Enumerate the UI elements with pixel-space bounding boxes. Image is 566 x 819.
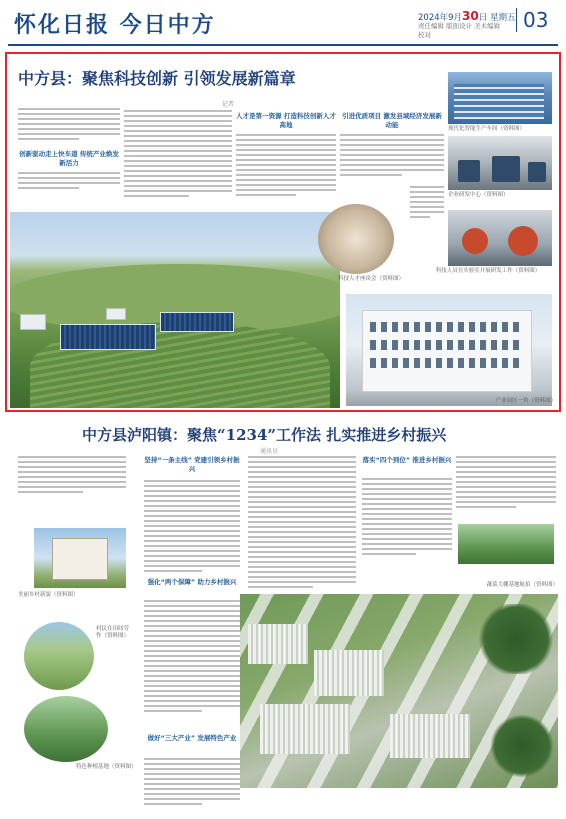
caption-5: 产业园区一角（资料图） xyxy=(495,398,556,404)
caption-4: 科技人才座谈会（资料图） xyxy=(338,276,405,282)
caption-9: 蔬菜大棚基地航拍（资料图） xyxy=(486,582,558,588)
issue-date: 2024年9月30日 星期五 xyxy=(418,9,516,23)
article2-col2-text2 xyxy=(144,600,240,715)
article2-col2-text xyxy=(144,480,240,575)
editor-credits: 责任编辑 版面设计 美术编辑 校对 xyxy=(418,22,501,39)
subhead-a2-1: 坚持“一条主线” 党建引领乡村振兴 xyxy=(144,456,240,473)
industrial-park-photo xyxy=(346,294,552,406)
subhead-a2-4: 落实“四个到位” 推进乡村振兴 xyxy=(362,456,452,464)
lab-equipment-photo xyxy=(448,210,552,266)
article2-col5-text xyxy=(456,456,556,511)
solar-hills-photo xyxy=(10,212,340,408)
article2-col3-text xyxy=(248,456,356,591)
subhead-2: 人才是第一资源 打造科技创新人才高地 xyxy=(236,112,336,129)
article1-col1-text xyxy=(18,108,120,143)
subhead-1: 创新驱动走上快车道 传统产业焕发新活力 xyxy=(19,150,119,167)
masthead xyxy=(0,0,566,46)
caption-3: 科技人员在实验室开展研发工作（资料图） xyxy=(435,268,541,274)
newspaper-title: 怀化日报 今日中方 xyxy=(14,12,216,38)
page-number: 03 xyxy=(516,8,548,32)
caption-6: 美丽乡村新貌（资料图） xyxy=(18,592,79,598)
village-small-photo xyxy=(458,524,554,564)
subhead-a2-2: 强化“两个保障” 助力乡村振兴 xyxy=(147,578,237,586)
farmer-field-photo xyxy=(24,622,94,690)
workshop-photo xyxy=(448,136,552,190)
article1-col1-text2 xyxy=(18,172,120,192)
article2-col2-text3 xyxy=(144,758,240,808)
caption-8: 特色种植基地（资料图） xyxy=(76,764,137,770)
subhead-a2-3: 做好“三大产业” 发展特色产业 xyxy=(147,734,237,742)
village-house-photo xyxy=(34,528,126,588)
caption-7: 村民在田间劳作（资料图） xyxy=(96,626,130,639)
byline-2: 通讯员 xyxy=(260,448,279,455)
article2-col4-text xyxy=(362,478,452,558)
article1-col4-text2 xyxy=(410,186,444,221)
article2-col1-text xyxy=(18,456,126,496)
greenhouse-aerial-photo xyxy=(240,594,558,788)
headline-luyang-town: 中方县泸阳镇：聚焦“1234”工作法 扎实推进乡村振兴 xyxy=(82,426,447,444)
meeting-photo xyxy=(318,204,394,274)
article1-col3-text xyxy=(236,134,336,199)
masthead-rule xyxy=(8,44,558,46)
byline: 记者 xyxy=(222,101,235,108)
article1-col4-text xyxy=(340,134,444,179)
caption-1: 现代化智能生产车间（资料图） xyxy=(448,126,526,132)
subhead-3: 引进优质项目 激发县域经济发展新动能 xyxy=(342,112,442,129)
article1-col2-text xyxy=(124,110,232,200)
headline-science-innovation: 中方县：聚焦科技创新 引领发展新篇章 xyxy=(18,69,296,88)
factory-line-photo xyxy=(448,72,552,124)
caption-2: 企业研发中心（资料图） xyxy=(448,192,509,198)
crop-base-photo xyxy=(24,696,108,762)
